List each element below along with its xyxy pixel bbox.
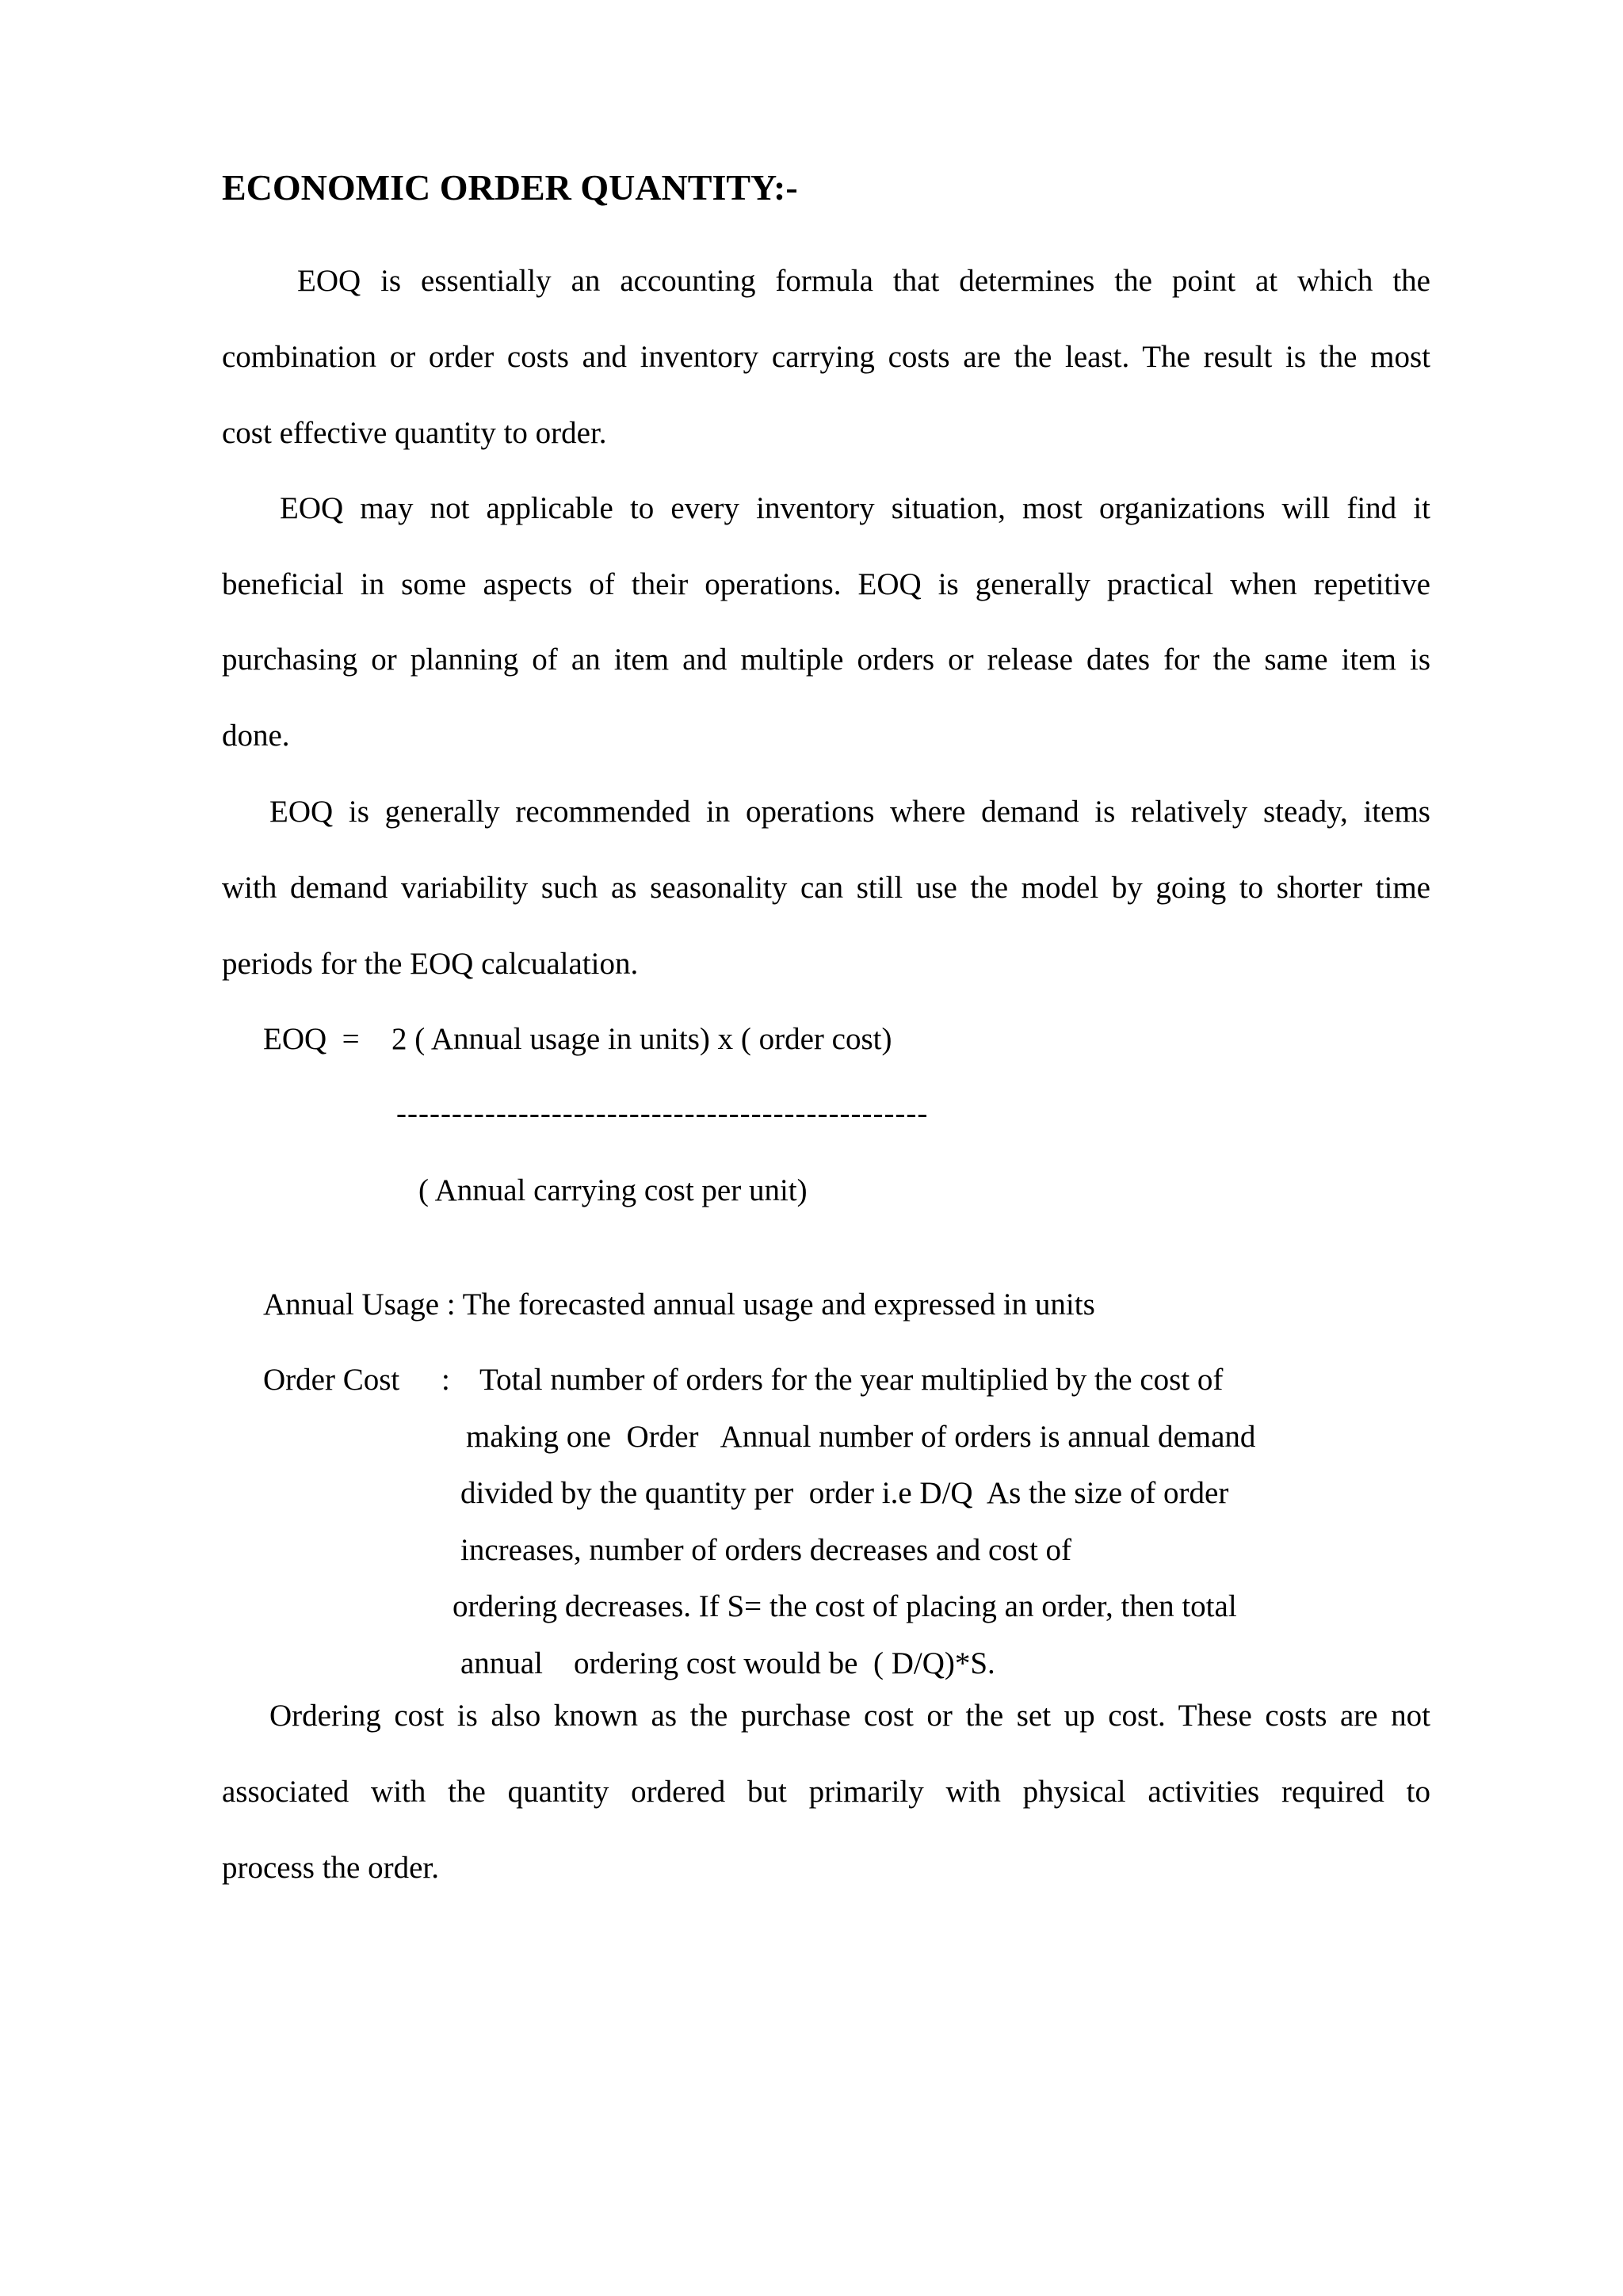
para2-line2: beneficial in some aspects of their operations. EOQ is generally practical when repetitive [222,567,1430,601]
order-cost-line6: annual ordering cost would be ( D/Q)*S. [460,1646,995,1680]
para4-line3: process the order. [222,1851,439,1885]
para1-line2: combination or order costs and inventory carrying costs are the least. The result is the most [222,340,1430,374]
order-cost-line5: ordering decreases. If S= the cost of placing an order, then total [453,1589,1237,1623]
para2-line3: purchasing or planning of an item and multiple orders or release dates for the same item is [222,643,1430,677]
para3-line2: with demand variability such as seasonality can still use the model by going to shorter time [222,871,1430,905]
order-cost-line1: Total number of orders for the year multiplied by the cost of [479,1363,1224,1397]
order-cost-line3: divided by the quantity per order i.e D/Q As the size of order [460,1476,1229,1510]
order-cost-label: Order Cost [263,1363,400,1397]
para3-line3: periods for the EOQ calcualation. [222,947,639,981]
formula-numerator: 2 ( Annual usage in units) x ( order cost) [391,1022,892,1056]
order-cost-colon: : [441,1363,450,1397]
para2-line1: EOQ may not applicable to every inventory situation, most organizations will find it [280,491,1430,525]
formula-label: EOQ = [263,1022,360,1056]
page-title: ECONOMIC ORDER QUANTITY:- [222,167,798,208]
para2-line4: done. [222,719,290,753]
para4-line1: Ordering cost is also known as the purchase cost or the set up cost. These costs are not [269,1699,1430,1733]
formula-denominator: ( Annual carrying cost per unit) [418,1173,808,1207]
annual-usage-definition: Annual Usage : The forecasted annual usage and expressed in units [263,1287,1095,1322]
para4-line2: associated with the quantity ordered but primarily with physical activities required to [222,1775,1430,1809]
para3-line1: EOQ is generally recommended in operations where demand is relatively steady, items [269,795,1430,829]
order-cost-line2: making one Order Annual number of orders is annual demand [466,1420,1256,1454]
order-cost-line4: increases, number of orders decreases and cost of [460,1533,1072,1567]
para1-line1: EOQ is essentially an accounting formula that determines the point at which the [297,264,1430,298]
formula-divider: ------------------------------------------------ [396,1097,929,1131]
para1-line3: cost effective quantity to order. [222,416,607,450]
